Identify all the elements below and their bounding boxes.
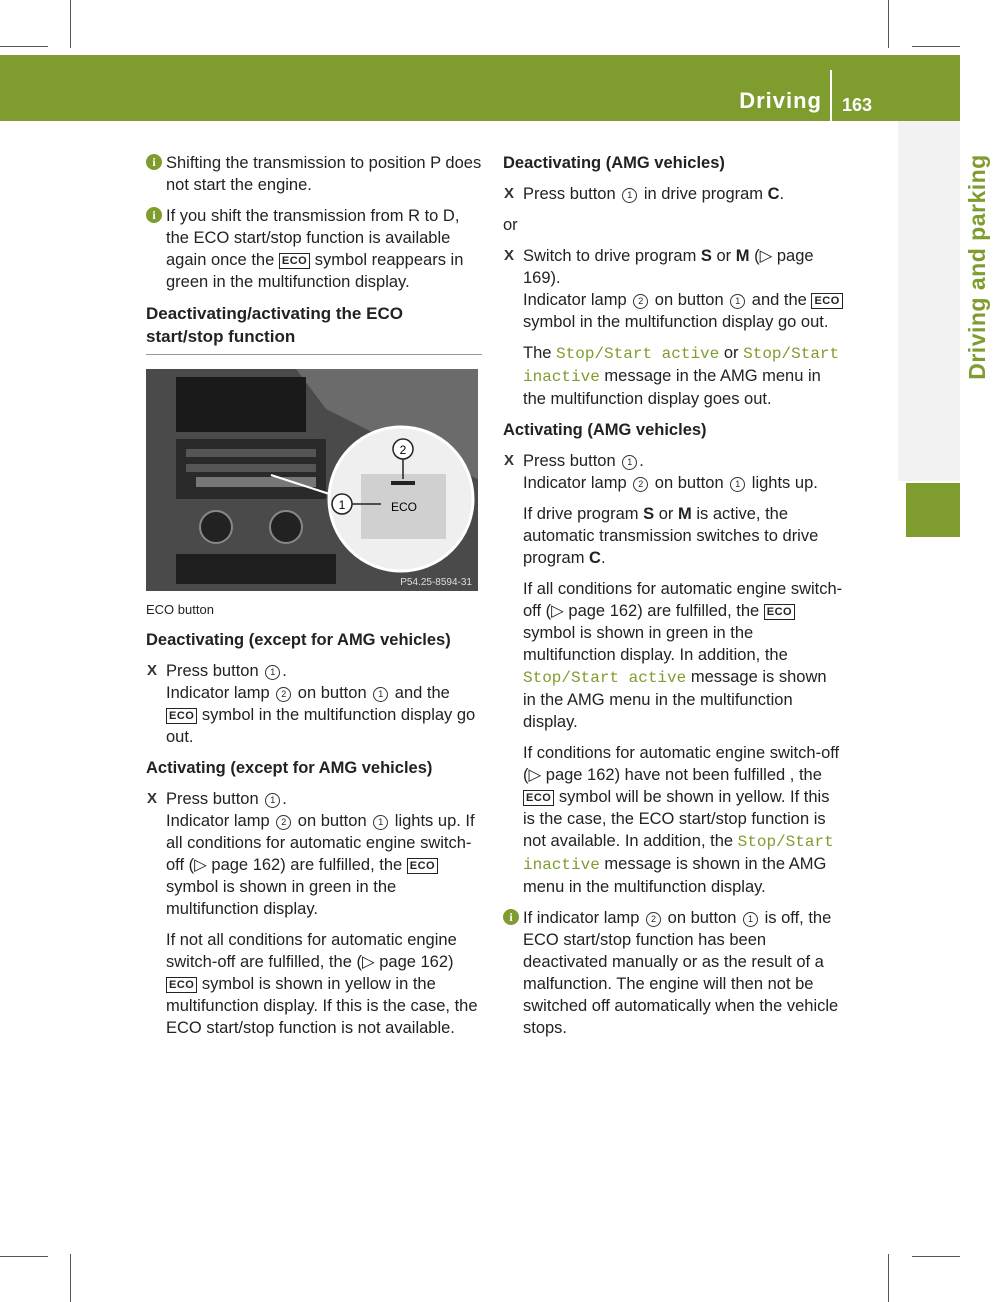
- left-column: [146, 152, 482, 1048]
- crop-mark: [888, 1254, 889, 1302]
- callout-2-icon: 2: [633, 477, 648, 492]
- eco-symbol: ECO: [764, 604, 795, 620]
- info-icon: i: [146, 207, 162, 223]
- crop-mark: [0, 46, 48, 47]
- photo-caption: ECO button: [146, 602, 214, 617]
- svg-text:1: 1: [338, 498, 346, 512]
- callout-1-icon: 1: [730, 477, 745, 492]
- crop-mark: [0, 1256, 48, 1257]
- chapter-label: Driving and parking: [964, 154, 990, 380]
- dashboard-illustration: [146, 369, 478, 591]
- right-column: [503, 152, 843, 1048]
- callout-1-icon: 1: [265, 665, 280, 680]
- eco-symbol: ECO: [166, 708, 197, 724]
- eco-label: ECO: [390, 500, 418, 514]
- callout-2-icon: 2: [276, 815, 291, 830]
- message-active: Stop/Start active: [556, 345, 720, 363]
- step: X Press button 1 . Indicator lamp 2 on button 1 lights up. If all conditions for automatic engine switch-off (▷ page 162) are fulfilled, the ECO symbol is shown in green in the multifunction display.: [147, 790, 475, 918]
- or-text: or: [503, 216, 518, 234]
- crop-mark: [912, 1256, 960, 1257]
- section-heading: Deactivating/activating the ECO start/stop function: [146, 302, 482, 355]
- crop-mark: [912, 46, 960, 47]
- callout-1-icon: 1: [730, 294, 745, 309]
- arrow-icon: X: [504, 185, 515, 202]
- section-title: Driving: [739, 88, 822, 113]
- info-icon: i: [146, 154, 162, 170]
- subheading-activating: Activating (except for AMG vehicles): [146, 759, 433, 777]
- callout-2-icon: 2: [633, 294, 648, 309]
- callout-2-icon: 2: [646, 912, 661, 927]
- note-r-to-d: i If you shift the transmission from R to D, the ECO start/stop function is available again once the ECO symbol reappears in green in the multifunction display.: [146, 205, 482, 293]
- paragraph: The Stop/Start active or Stop/Start inactive message in the AMG menu in the multifunction display goes out.: [523, 344, 840, 408]
- arrow-icon: X: [504, 247, 515, 264]
- eco-symbol: ECO: [407, 858, 438, 874]
- paragraph: If all conditions for automatic engine switch-off (▷ page 162) are fulfilled, the ECO symbol is shown in green in the multifunction display. In addition, the Stop/Start active message is shown in the AMG menu in the multifunction display.: [523, 580, 843, 731]
- callout-1-icon: 1: [373, 815, 388, 830]
- callout-1-icon: 1: [265, 793, 280, 808]
- svg-text:2: 2: [399, 443, 407, 457]
- eco-symbol: ECO: [811, 293, 842, 309]
- step: X Press button 1 in drive program C.: [504, 185, 785, 203]
- crop-mark: [888, 0, 889, 48]
- callout-1-icon: 1: [622, 455, 637, 470]
- callout-1-icon: 1: [743, 912, 758, 927]
- crop-mark: [70, 1254, 71, 1302]
- step: X Press button 1 . Indicator lamp 2 on button 1 and the ECO symbol in the multifunction display go out.: [147, 662, 476, 746]
- photo-code: P54.25-8594-31: [400, 577, 472, 588]
- step: X Switch to drive program S or M (▷ page 169). Indicator lamp 2 on button 1 and the ECO symbol in the multifunction display go out.: [503, 245, 843, 333]
- paragraph: If not all conditions for automatic engine switch-off are fulfilled, the (▷ page 162) ECO symbol is shown in yellow in the multifunction display. If this is the case, the ECO start/stop function is not available.: [166, 931, 478, 1037]
- info-icon: i: [503, 909, 519, 925]
- subheading-deactivating: Deactivating (except for AMG vehicles): [146, 631, 451, 649]
- note-p-position: i Shifting the transmission to position P does not start the engine.: [146, 152, 482, 196]
- header-separator: [830, 70, 832, 121]
- arrow-icon: X: [147, 662, 158, 679]
- callout-2-icon: 2: [276, 687, 291, 702]
- subheading-activating-amg: Activating (AMG vehicles): [503, 421, 707, 439]
- arrow-icon: X: [147, 790, 158, 807]
- message-inactive: Stop/Start inactive: [523, 345, 840, 386]
- step: X Press button 1 . Indicator lamp 2 on button 1 lights up.: [504, 452, 818, 492]
- chapter-marker: [906, 483, 960, 537]
- eco-symbol: ECO: [279, 253, 310, 269]
- note-indicator-off: i If indicator lamp 2 on button 1 is off, the ECO start/stop function has been deactivated manually or as the result of a malfunction. The engine will then not be switched off automatically when the vehicle stops.: [503, 907, 843, 1039]
- subheading-deactivating-amg: Deactivating (AMG vehicles): [503, 154, 725, 172]
- callout-1-icon: 1: [373, 687, 388, 702]
- paragraph: If conditions for automatic engine switch-off (▷ page 162) have not been fulfilled , the ECO symbol will be shown in yellow. If this is the case, the ECO start/stop function is not available. In addition, the Stop/Start inactive message is shown in the AMG menu in the multifunction display.: [523, 744, 840, 896]
- eco-button-photo: [146, 369, 478, 591]
- side-tab: [898, 121, 960, 481]
- arrow-icon: X: [504, 452, 515, 469]
- message-inactive: Stop/Start inactive: [523, 833, 834, 874]
- eco-symbol: ECO: [523, 790, 554, 806]
- eco-symbol: ECO: [166, 977, 197, 993]
- message-active: Stop/Start active: [523, 669, 687, 687]
- callout-1-icon: 1: [622, 188, 637, 203]
- page-number: 163: [842, 95, 873, 115]
- crop-mark: [70, 0, 71, 48]
- paragraph: If drive program S or M is active, the automatic transmission switches to drive program C.: [523, 505, 819, 567]
